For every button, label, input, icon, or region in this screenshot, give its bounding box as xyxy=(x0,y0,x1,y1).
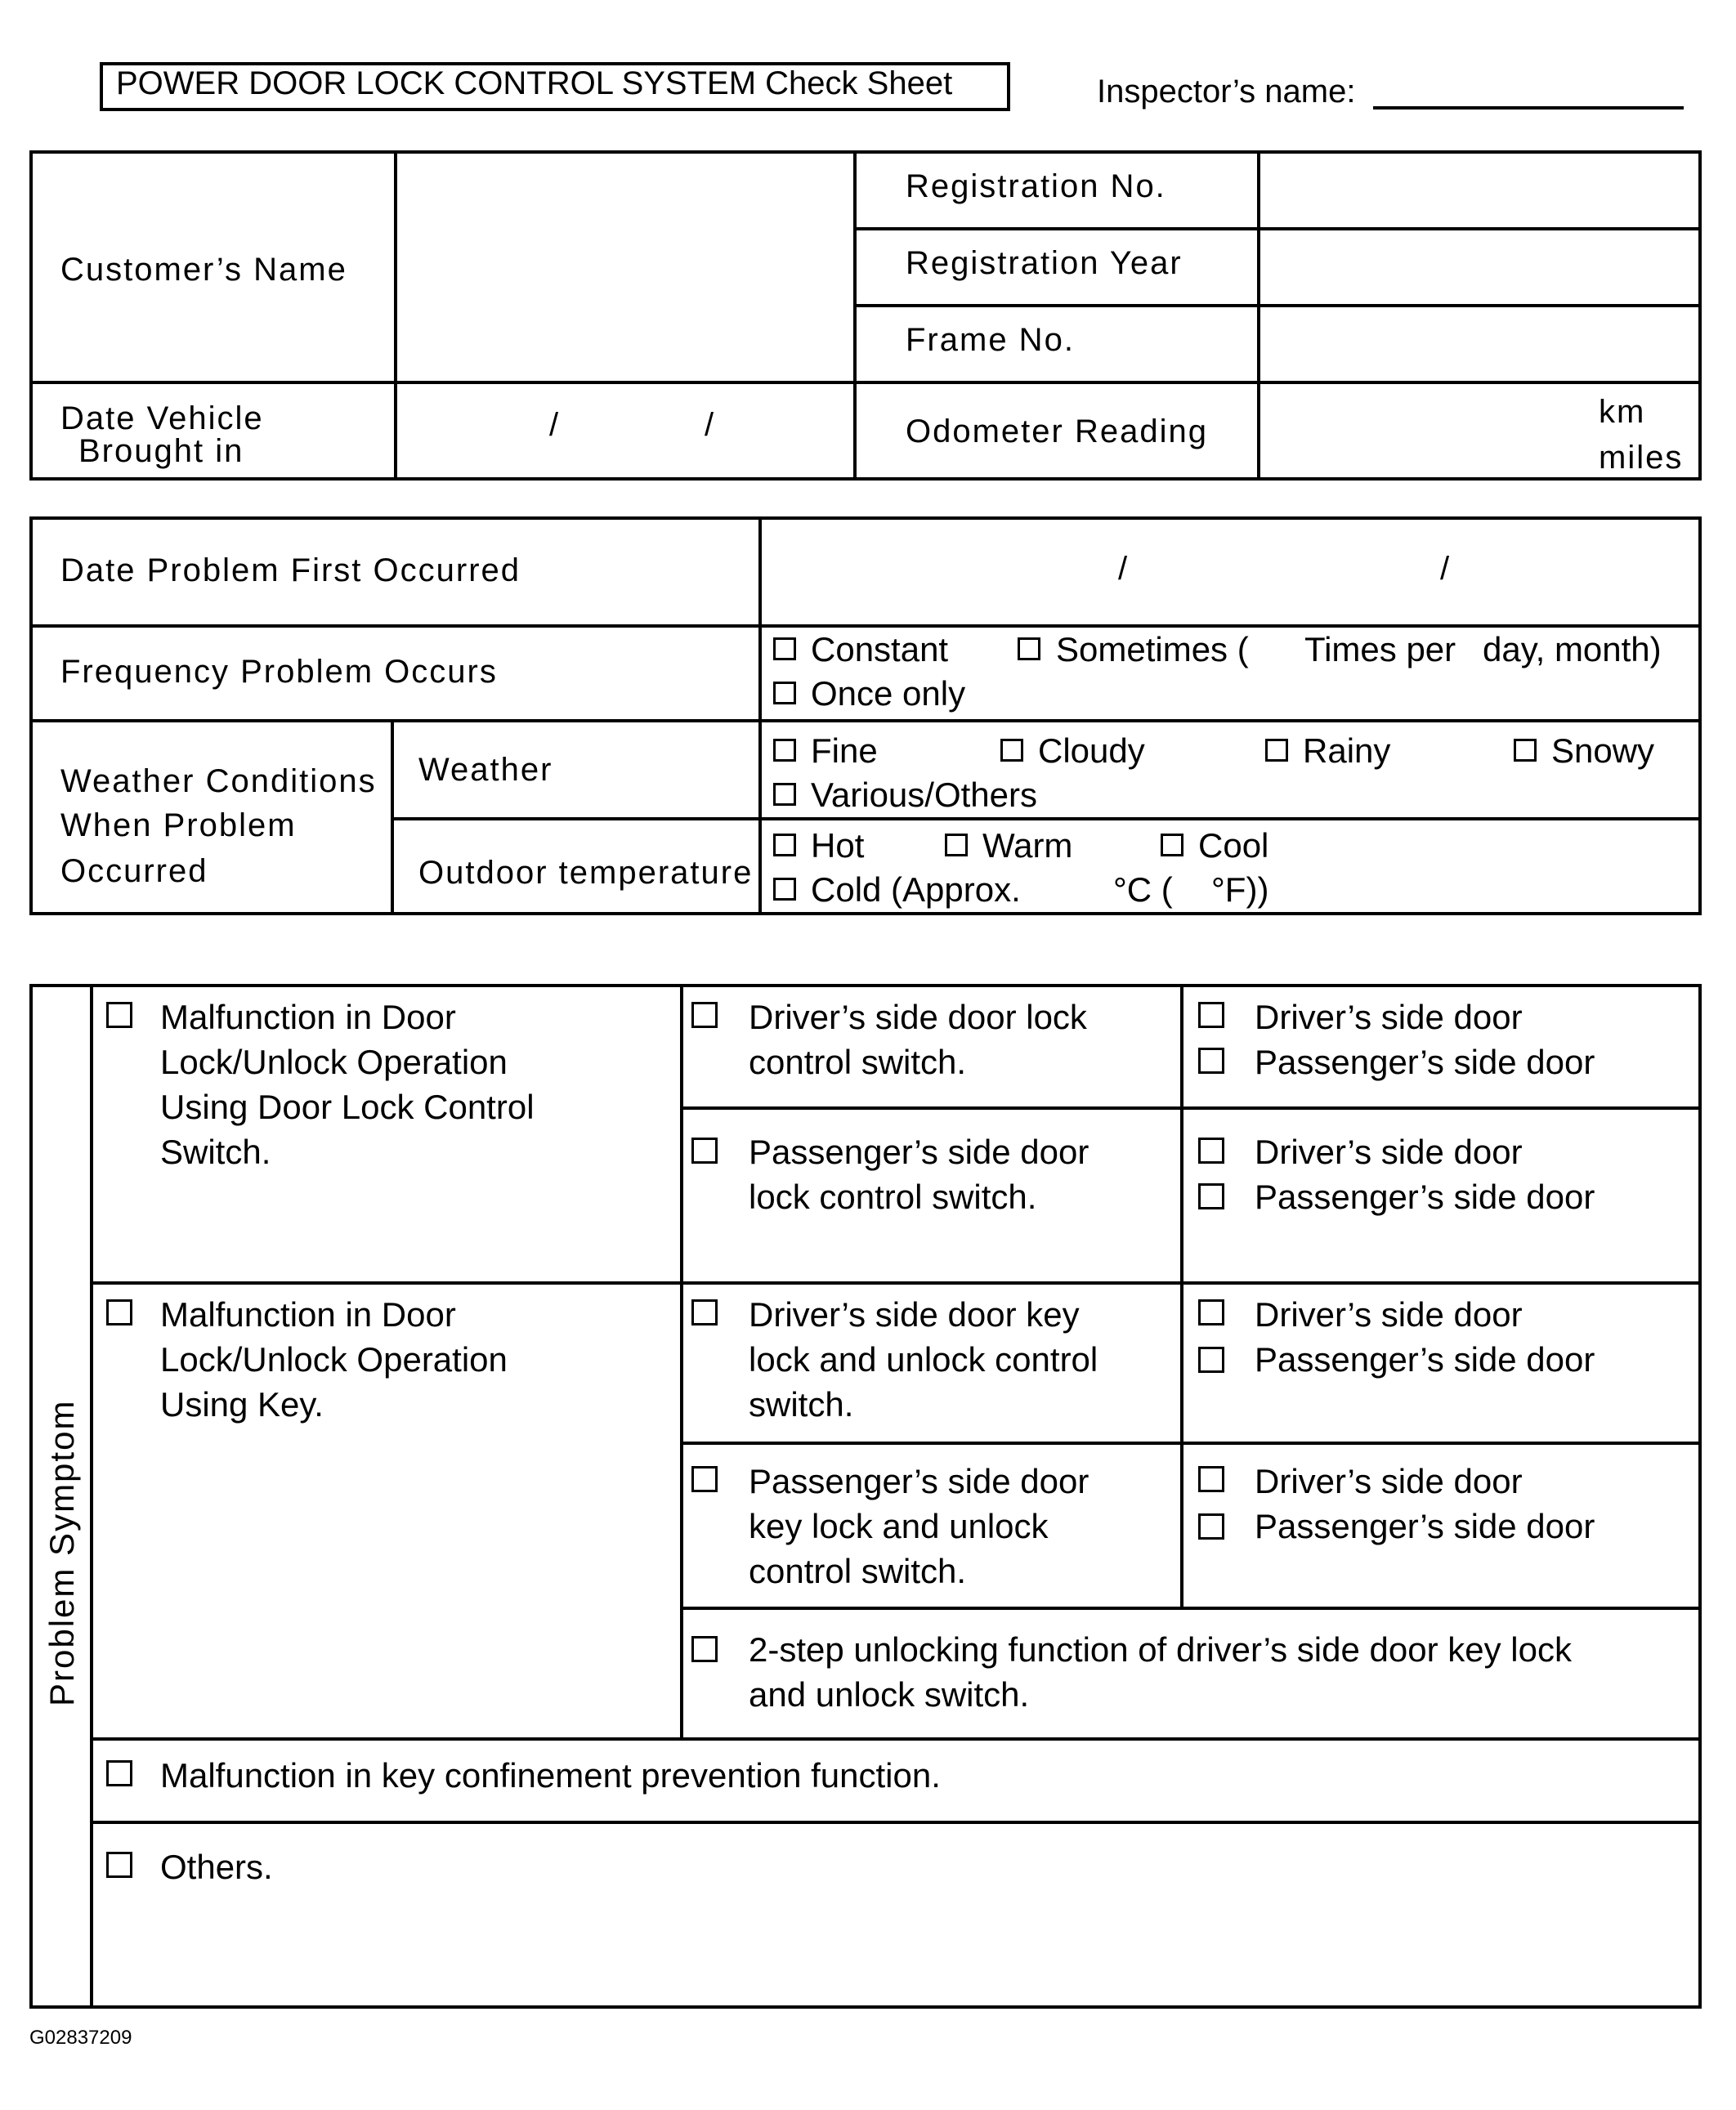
passenger-door-checkbox[interactable] xyxy=(1198,1347,1224,1373)
registration-year-label: Registration Year xyxy=(906,245,1183,281)
constant-checkbox[interactable] xyxy=(773,637,796,660)
driver-door-checkbox[interactable] xyxy=(1198,1002,1224,1028)
weather-label: Weather xyxy=(418,752,553,788)
odometer-field[interactable] xyxy=(1262,386,1589,477)
rainy-option: Rainy xyxy=(1303,731,1391,770)
various-others-option: Various/Others xyxy=(811,776,1037,814)
weather-conditions-label-line2: When Problem xyxy=(60,807,297,843)
inspector-label: Inspector’s name: xyxy=(1097,74,1356,110)
fahrenheit-unit: °F)) xyxy=(1211,870,1269,909)
driver-door-option: Driver’s side door xyxy=(1255,1462,1523,1500)
date-separator: / xyxy=(1440,551,1450,587)
frame-no-field[interactable] xyxy=(1262,309,1697,379)
driver-door-checkbox[interactable] xyxy=(1198,1466,1224,1492)
fine-option: Fine xyxy=(811,731,878,770)
cold-option: Cold (Approx. xyxy=(811,870,1021,909)
switch-malfunction-checkbox[interactable] xyxy=(106,1002,132,1028)
driver-key-switch-checkbox[interactable] xyxy=(691,1299,718,1325)
cool-checkbox[interactable] xyxy=(1161,834,1183,856)
page-title: POWER DOOR LOCK CONTROL SYSTEM Check Sheet xyxy=(116,65,953,101)
date-first-occurred-label: Date Problem First Occurred xyxy=(60,552,521,588)
two-step-unlock-text: and unlock switch. xyxy=(749,1675,1030,1714)
figure-id: G02837209 xyxy=(29,2027,132,2049)
key-malfunction-text: Malfunction in Door xyxy=(160,1295,456,1334)
date-separator: / xyxy=(549,407,559,443)
cloudy-option: Cloudy xyxy=(1038,731,1145,770)
driver-door-checkbox[interactable] xyxy=(1198,1138,1224,1164)
passenger-door-checkbox[interactable] xyxy=(1198,1048,1224,1074)
passenger-key-switch-text: key lock and unlock xyxy=(749,1507,1049,1545)
snowy-checkbox[interactable] xyxy=(1514,739,1537,762)
driver-door-option: Driver’s side door xyxy=(1255,1133,1523,1171)
switch-malfunction-text: Lock/Unlock Operation xyxy=(160,1043,508,1081)
passenger-lock-switch-text: Passenger’s side door xyxy=(749,1133,1089,1171)
passenger-lock-switch-text: lock control switch. xyxy=(749,1178,1037,1216)
passenger-door-checkbox[interactable] xyxy=(1198,1183,1224,1209)
cool-option: Cool xyxy=(1198,826,1269,865)
constant-option: Constant xyxy=(811,630,949,668)
rainy-checkbox[interactable] xyxy=(1265,739,1288,762)
driver-lock-switch-text: control switch. xyxy=(749,1043,967,1081)
cloudy-checkbox[interactable] xyxy=(1000,739,1023,762)
two-step-unlock-text: 2-step unlocking function of driver’s side door key lock xyxy=(749,1630,1572,1669)
times-per-text: Times per xyxy=(1304,630,1456,668)
driver-key-switch-text: Driver’s side door key xyxy=(749,1295,1080,1334)
hot-option: Hot xyxy=(811,826,865,865)
key-malfunction-text: Lock/Unlock Operation xyxy=(160,1340,508,1379)
once-only-checkbox[interactable] xyxy=(773,682,796,704)
date-separator: / xyxy=(705,407,714,443)
others-text: Others. xyxy=(160,1848,273,1886)
passenger-key-switch-text: control switch. xyxy=(749,1552,967,1590)
driver-door-checkbox[interactable] xyxy=(1198,1299,1224,1325)
passenger-door-option: Passenger’s side door xyxy=(1255,1507,1595,1545)
inspector-name-field[interactable] xyxy=(1373,106,1684,110)
outdoor-temperature-label: Outdoor temperature xyxy=(418,855,754,891)
driver-door-option: Driver’s side door xyxy=(1255,1295,1523,1334)
key-confinement-checkbox[interactable] xyxy=(106,1760,132,1786)
passenger-door-option: Passenger’s side door xyxy=(1255,1340,1595,1379)
day-month-text: day, month) xyxy=(1483,630,1662,668)
date-brought-label-line2: Brought in xyxy=(78,433,244,469)
fine-checkbox[interactable] xyxy=(773,739,796,762)
customer-name-label: Customer’s Name xyxy=(60,252,347,288)
odometer-label: Odometer Reading xyxy=(906,414,1208,449)
warm-option: Warm xyxy=(982,826,1073,865)
weather-conditions-label-line3: Occurred xyxy=(60,853,208,889)
passenger-key-switch-text: Passenger’s side door xyxy=(749,1462,1089,1500)
frame-no-label: Frame No. xyxy=(906,322,1075,358)
various-others-checkbox[interactable] xyxy=(773,783,796,806)
problem-symptom-label: Problem Symptom xyxy=(43,1399,81,1706)
passenger-lock-switch-checkbox[interactable] xyxy=(691,1138,718,1164)
snowy-option: Snowy xyxy=(1551,731,1655,770)
driver-key-switch-text: lock and unlock control xyxy=(749,1340,1098,1379)
registration-no-field[interactable] xyxy=(1262,155,1697,226)
sometimes-checkbox[interactable] xyxy=(1018,637,1040,660)
km-unit: km xyxy=(1599,394,1646,430)
driver-door-option: Driver’s side door xyxy=(1255,998,1523,1036)
passenger-door-option: Passenger’s side door xyxy=(1255,1178,1595,1216)
driver-lock-switch-text: Driver’s side door lock xyxy=(749,998,1087,1036)
passenger-door-option: Passenger’s side door xyxy=(1255,1043,1595,1081)
date-brought-field[interactable] xyxy=(399,386,850,477)
miles-unit: miles xyxy=(1599,440,1684,476)
weather-conditions-label-line1: Weather Conditions xyxy=(60,763,377,799)
two-step-unlock-checkbox[interactable] xyxy=(691,1636,718,1662)
passenger-door-checkbox[interactable] xyxy=(1198,1513,1224,1540)
hot-checkbox[interactable] xyxy=(773,834,796,856)
switch-malfunction-text: Switch. xyxy=(160,1133,271,1171)
customer-name-field[interactable] xyxy=(399,155,850,378)
warm-checkbox[interactable] xyxy=(945,834,968,856)
frequency-label: Frequency Problem Occurs xyxy=(60,654,498,690)
sometimes-option: Sometimes ( xyxy=(1056,630,1249,668)
passenger-key-switch-checkbox[interactable] xyxy=(691,1466,718,1492)
registration-no-label: Registration No. xyxy=(906,168,1166,204)
cold-checkbox[interactable] xyxy=(773,878,796,901)
switch-malfunction-text: Malfunction in Door xyxy=(160,998,456,1036)
key-malfunction-text: Using Key. xyxy=(160,1385,324,1424)
registration-year-field[interactable] xyxy=(1262,232,1697,302)
celsius-unit: °C ( xyxy=(1113,870,1173,909)
date-separator: / xyxy=(1118,551,1128,587)
key-confinement-text: Malfunction in key confinement prevention function. xyxy=(160,1756,941,1795)
date-first-occurred-field[interactable] xyxy=(763,521,1697,623)
driver-key-switch-text: switch. xyxy=(749,1385,854,1424)
switch-malfunction-text: Using Door Lock Control xyxy=(160,1088,535,1126)
once-only-option: Once only xyxy=(811,674,966,713)
date-brought-label-line1: Date Vehicle xyxy=(60,400,264,436)
others-notes-field[interactable] xyxy=(95,1896,1697,2004)
driver-lock-switch-checkbox[interactable] xyxy=(691,1002,718,1028)
others-checkbox[interactable] xyxy=(106,1852,132,1878)
key-malfunction-checkbox[interactable] xyxy=(106,1299,132,1325)
